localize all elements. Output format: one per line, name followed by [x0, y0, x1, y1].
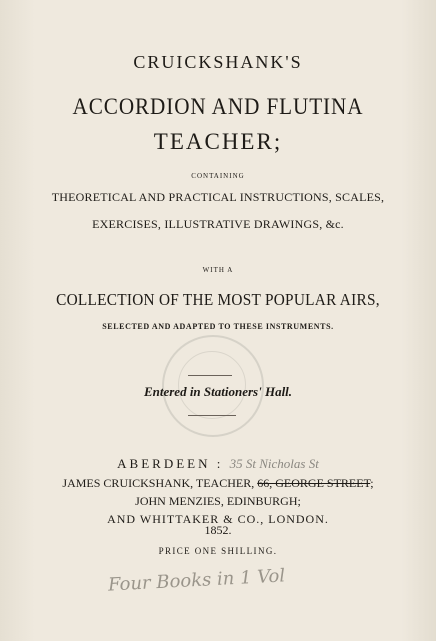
contents-line-2: EXERCISES, ILLUSTRATIVE DRAWINGS, &c. — [92, 217, 344, 231]
containing-label: CONTAINING — [191, 172, 245, 180]
publication-year: 1852. — [204, 523, 232, 537]
imprint-city-name: ABERDEEN : — [117, 456, 224, 471]
title-line-1: CRUICKSHANK'S — [133, 52, 303, 72]
title-line-2: ACCORDION AND FLUTINA — [72, 94, 364, 119]
handwritten-note: Four Books in 1 Vol — [107, 565, 286, 596]
imprint-publisher-1 — [0, 476, 436, 491]
contents-line-1: THEORETICAL AND PRACTICAL INSTRUCTIONS, SCALES, — [51, 190, 385, 204]
publisher-1-end: ; — [370, 476, 374, 490]
entered-stationers-hall: Entered in Stationers' Hall. — [143, 384, 293, 399]
divider-middle — [188, 415, 236, 416]
publisher-1-struck-address: 66, GEORGE STREET — [257, 476, 371, 490]
with-a-label: WITH A — [202, 266, 234, 274]
title-line-3: TEACHER; — [153, 129, 283, 154]
price: PRICE ONE SHILLING. — [158, 546, 278, 556]
imprint-publisher-2: JOHN MENZIES, EDINBURGH; — [135, 494, 301, 508]
collection-line-1: COLLECTION OF THE MOST POPULAR AIRS, — [56, 290, 380, 309]
divider-top — [188, 375, 232, 376]
collection-line-2: SELECTED AND ADAPTED TO THESE INSTRUMENTS. — [102, 322, 334, 331]
imprint-city-handwritten: 35 St Nicholas St — [229, 456, 319, 471]
imprint-publisher-3: AND WHITTAKER & CO., LONDON. — [107, 512, 329, 526]
publisher-1-text: JAMES CRUICKSHANK, TEACHER, — [62, 476, 258, 490]
imprint-city — [0, 456, 436, 472]
